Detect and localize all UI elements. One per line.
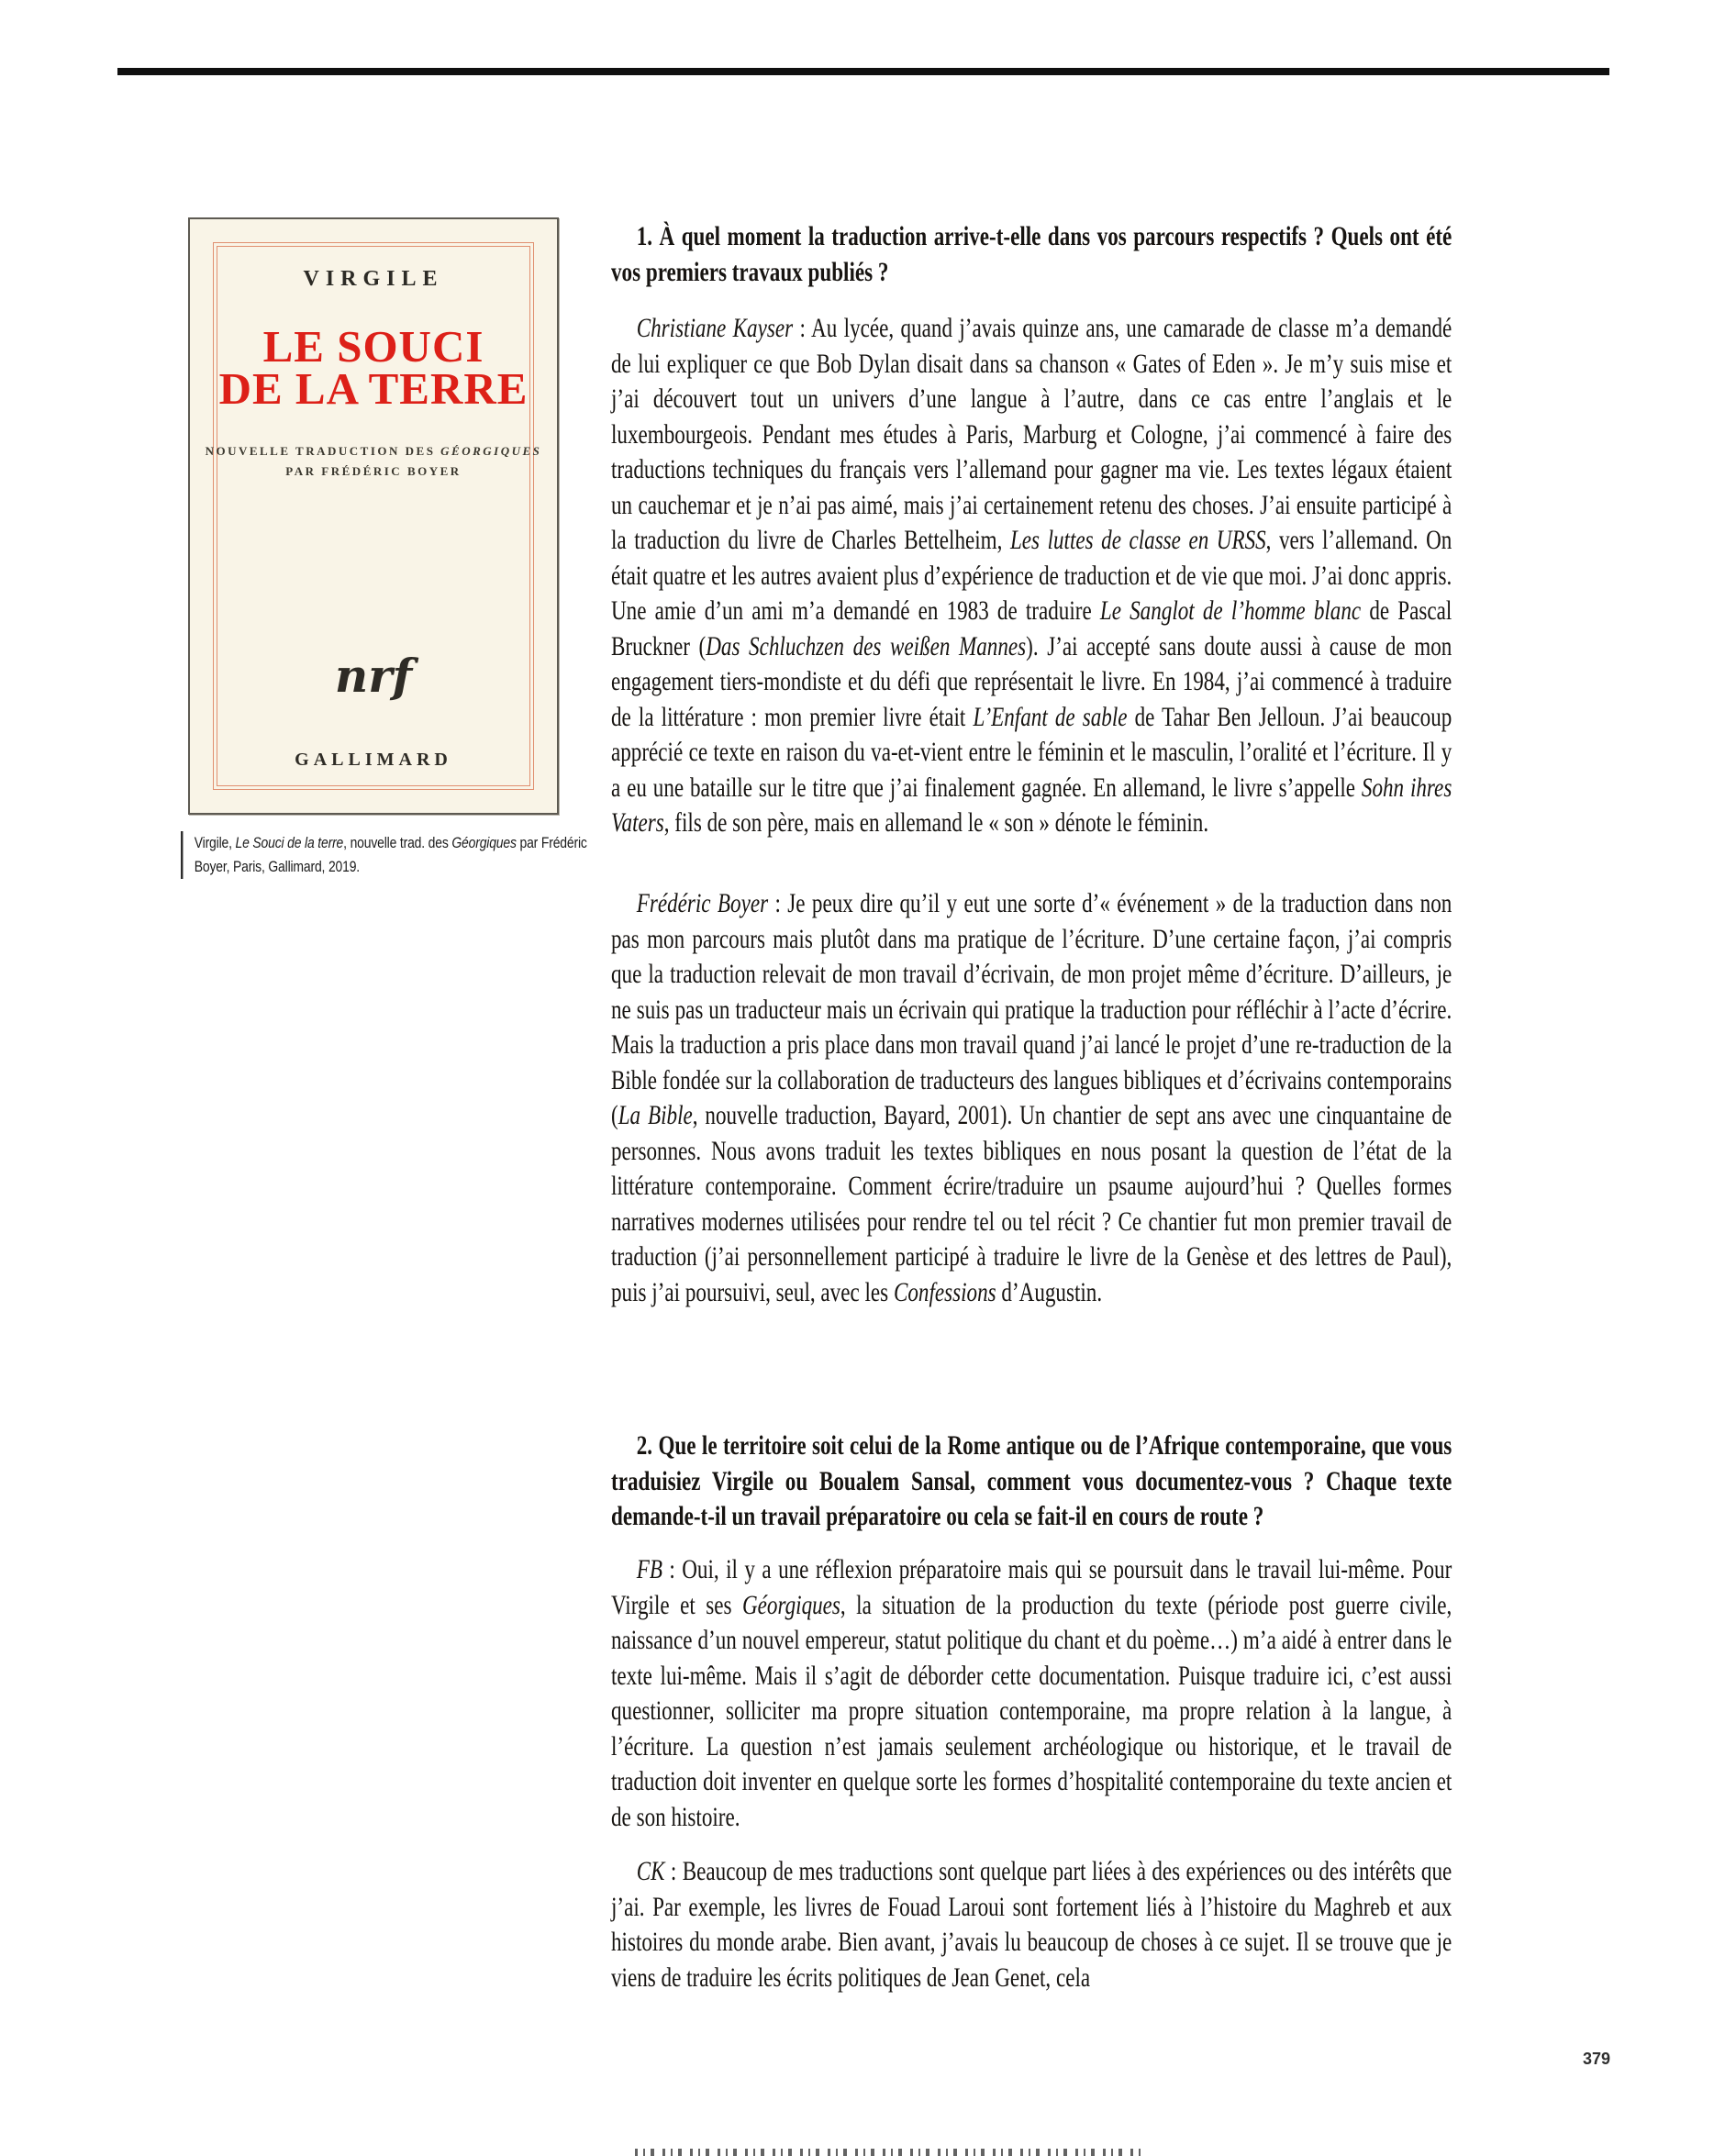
question-1: 1. À quel moment la traduction arrive-t-elle dans vos parcours respectifs ? Quels ont été vos premiers travaux publiés ? [611, 221, 1452, 287]
cover-subtitle-line2: PAR FRÉDÉRIC BOYER [285, 464, 462, 478]
next-line-cropped-sliver [635, 2149, 1145, 2156]
answer-4-ck: CK : Beaucoup de mes traductions sont quelque part liées à des expériences ou des intérêts que j’ai. Par exemple, les livres de Fouad Laroui sont fortement liés à l’histoire du Maghreb et aux histoires du monde arabe. Bien avant, j’avais lu beaucoup de choses à ce sujet. Il se trouve que je viens de traduire les écrits politiques de Jean Genet, cela [611, 1856, 1452, 1993]
cover-title [190, 321, 557, 414]
cover-author: VIRGILE [303, 267, 444, 291]
page-number: 379 [1582, 2050, 1610, 2068]
cover-publisher-name: GALLIMARD [295, 750, 452, 770]
nrf-publisher-logo: nrf [334, 649, 413, 703]
book-cover [188, 217, 559, 815]
question-2: 2. Que le territoire soit celui de la Rome antique ou de l’Afrique contemporaine, que vous traduisiez Virgile ou Boualem Sansal, comment vous documentez-vous ? Chaque texte demande-t-il un travail préparatoire ou cela se fait-il en cours de route ? [611, 1430, 1452, 1531]
answer-2-frederic-boyer: Frédéric Boyer : Je peux dire qu’il y eut une sorte d’« événement » de la traduction dans non pas mon parcours mais plutôt dans ma pratique de l’écriture. D’une certaine façon, j’ai compris que la traduction relevait de mon travail d’écrivain, de mon projet même d’écriture. D’ailleurs, je ne suis pas un traducteur mais un écrivain qui pratique la traduction pour réfléchir à l’acte d’écrire. Mais la traduction a pris place dans mon travail quand j’ai lancé le projet d’une re-traduction de la Bible fondée sur la collaboration de traducteurs des langues bibliques et d’écrivains contemporains (La Bible, nouvelle traduction, Bayard, 2001). Un chantier de sept ans avec une cinquantaine de personnes. Nous avons traduit les textes bibliques en nous posant la question de l’état de la littérature contemporaine. Comment écrire/traduire un psaume aujourd’hui ? Quelles formes narratives modernes utilisées pour rendre tel ou tel récit ? Ce chantier fut mon premier travail de traduction (j’ai personnellement participé à traduire le livre de la Genèse et des lettres de Paul), puis j’ai poursuivi, seul, avec les Confessions d’Augustin. [611, 888, 1452, 1307]
cover-subtitle [190, 441, 557, 482]
cover-subtitle-line1: NOUVELLE TRADUCTION DES GÉORGIQUES [205, 444, 542, 458]
figure-caption: Virgile, Le Souci de la terre, nouvelle trad. des Géorgiques par Frédéric Boyer, Paris, Gallimard, 2019. [181, 831, 602, 879]
answer-3-fb: FB : Oui, il y a une réflexion préparatoire mais qui se poursuit dans le travail lui-même. Pour Virgile et ses Géorgiques, la situation de la production du texte (période post guerre civile, naissance d’un nouvel empereur, statut politique du chant et du poème…) m’a aidé à entrer dans le texte lui-même. Mais il s’agit de déborder cette documentation. Puisque traduire ici, c’est aussi questionner, solliciter ma propre situation contemporaine, ma propre relation à la langue, à l’écriture. La question n’est jamais seulement archéologique ou historique, et le travail de traduction doit inventer en quelque sorte les formes d’hospitalité contemporaine du texte ancien et de son histoire. [611, 1554, 1452, 1832]
page-top-rule [117, 68, 1609, 75]
answer-1-christiane-kayser: Christiane Kayser : Au lycée, quand j’avais quinze ans, une camarade de classe m’a demandé de lui expliquer ce que Bob Dylan disait dans sa chanson « Gates of Eden ». Je m’y suis mise et j’ai découvert tout un univers d’une langue à l’autre, dans ce cas entre l’anglais et le luxembourgeois. Pendant mes études à Paris, Marburg et Cologne, j’ai commencé à faire des traductions techniques du français vers l’allemand pour gagner ma vie. Les textes légaux étaient un cauchemar et je n’ai pas aimé, mais j’ai certainement retenu des choses. J’ai ensuite participé à la traduction du livre de Charles Bettelheim, Les luttes de classe en URSS, vers l’allemand. On était quatre et les autres avaient plus d’expérience de traduction et de vie que moi. J’ai donc appris. Une amie d’un ami m’a demandé en 1983 de traduire Le Sanglot de l’homme blanc de Pascal Bruckner (Das Schluchzen des weißen Mannes). J’ai accepté sans doute aussi à cause de mon engagement tiers-mondiste et du défi que représentait le livre. En 1984, j’ai commencé à traduire de la littérature : mon premier livre était L’Enfant de sable de Tahar Ben Jelloun. J’ai beaucoup apprécié ce texte en raison du va-et-vient entre le féminin et le masculin, l’oralité et l’écriture. Il y a eu une bataille sur le titre que j’ai finalement gagnée. En allemand, le livre s’appelle Sohn ihres Vaters, fils de son père, mais en allemand le « son » dénote le féminin. [611, 313, 1452, 838]
cover-title-line1: LE SOUCI [262, 321, 484, 372]
cover-title-line2: DE LA TERRE [218, 363, 529, 414]
